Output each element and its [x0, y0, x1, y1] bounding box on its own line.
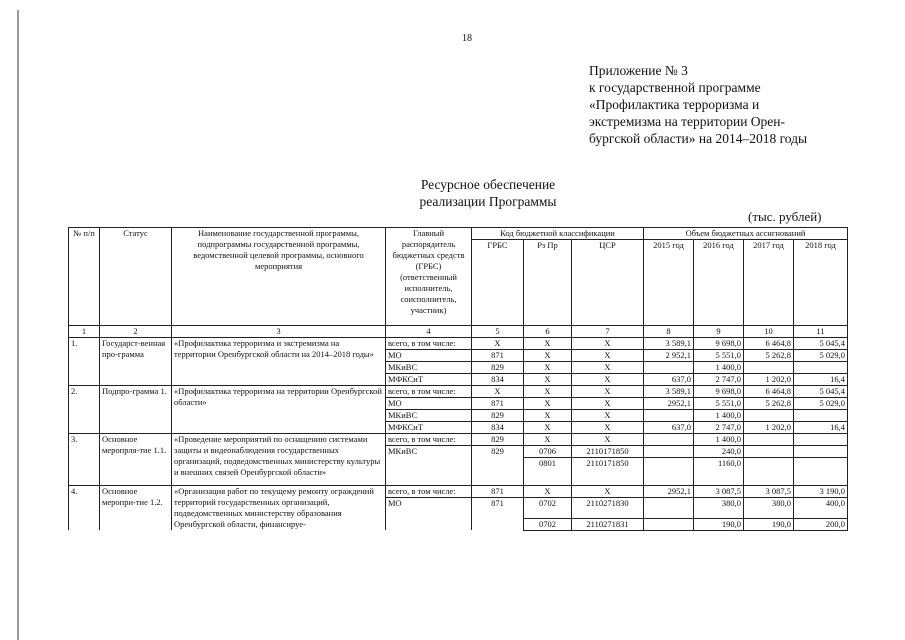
value-2015: [644, 362, 694, 374]
row-name: «Профилактика терроризма на территории Оренбургской области»: [172, 386, 386, 434]
grbs-cell: всего, в том числе:: [386, 486, 472, 498]
value-2018: 16,4: [794, 422, 848, 434]
title-line: реализации Программы: [419, 194, 557, 209]
grbs-code-cell: 871: [472, 350, 524, 362]
csr-cell: Х: [572, 386, 644, 398]
rzpr-cell: Х: [524, 362, 572, 374]
csr-cell: Х: [572, 398, 644, 410]
rzpr-cell: Х: [524, 398, 572, 410]
csr-cell: Х: [572, 338, 644, 350]
value-2016: 1 400,0: [694, 410, 744, 422]
value-2017: [744, 446, 794, 458]
grbs-code-cell: 829: [472, 434, 524, 446]
value-2017: 6 464,8: [744, 338, 794, 350]
value-2016: 1 400,0: [694, 434, 744, 446]
scan-edge-line: [17, 10, 19, 640]
row-name: «Профилактика терроризма и экстремизма на территории Оренбургской области на 2014–2018 годы»: [172, 338, 386, 386]
rzpr-cell: 0702: [524, 498, 572, 519]
value-2017: 5 262,8: [744, 398, 794, 410]
grbs-cell: всего, в том числе:: [386, 338, 472, 350]
grbs-code-cell: 829: [472, 410, 524, 422]
value-2016: 9 698,0: [694, 338, 744, 350]
csr-cell: Х: [572, 422, 644, 434]
csr-cell: Х: [572, 362, 644, 374]
grbs-cell: МО: [386, 398, 472, 410]
value-2018: 400,0: [794, 498, 848, 519]
rzpr-cell: 0706: [524, 446, 572, 458]
value-2015: [644, 434, 694, 446]
row-num: 4.: [69, 486, 100, 531]
value-2015: [644, 498, 694, 519]
csr-cell: 2110271831: [572, 518, 644, 530]
header-2018: 2018 год: [794, 240, 848, 326]
value-2018: 3 190,0: [794, 486, 848, 498]
value-2017: [744, 458, 794, 486]
value-2015: [644, 410, 694, 422]
value-2017: 3 087,5: [744, 486, 794, 498]
value-2016: 5 551,0: [694, 398, 744, 410]
value-2018: 200,0: [794, 518, 848, 530]
csr-cell: Х: [572, 350, 644, 362]
header-rzpr: Рз Пр: [524, 240, 572, 326]
csr-cell: 2110271830: [572, 498, 644, 519]
value-2016: 2 747,0: [694, 374, 744, 386]
appendix-line: к государственной программе: [589, 80, 761, 95]
title-line: Ресурсное обеспечение: [420, 177, 556, 192]
grbs-code-cell: 834: [472, 374, 524, 386]
grbs-cell: МФКСиТ: [386, 374, 472, 386]
row-num: 3.: [69, 434, 100, 486]
grbs-code-cell: 871: [472, 398, 524, 410]
grbs-code-cell: Х: [472, 386, 524, 398]
header-num: № п/п: [69, 228, 100, 326]
grbs-cell: МО: [386, 350, 472, 362]
value-2018: 5 029,0: [794, 398, 848, 410]
col-number: 5: [472, 326, 524, 338]
rzpr-cell: Х: [524, 374, 572, 386]
col-number: 6: [524, 326, 572, 338]
grbs-code-cell: 834: [472, 422, 524, 434]
grbs-cell: всего, в том числе:: [386, 386, 472, 398]
value-2015: [644, 518, 694, 530]
grbs-cell: МКиВС: [386, 446, 472, 486]
header-2015: 2015 год: [644, 240, 694, 326]
col-number: 11: [794, 326, 848, 338]
value-2017: 1 202,0: [744, 422, 794, 434]
row-num: 2.: [69, 386, 100, 434]
grbs-code-cell: 829: [472, 362, 524, 374]
grbs-cell: МФКСиТ: [386, 422, 472, 434]
grbs-cell: всего, в том числе:: [386, 434, 472, 446]
row-name: «Организация работ по текущему ремонту ограждений территорий государственных организаций, подведомственных министерству образования Оренбургской области, финансируе-: [172, 486, 386, 531]
value-2017: 1 202,0: [744, 374, 794, 386]
appendix-line: «Профилактика терроризма и: [589, 97, 760, 112]
grbs-code-cell: 871: [472, 486, 524, 498]
value-2016: 1 400,0: [694, 362, 744, 374]
appendix-line: бургской области» на 2014–2018 годы: [589, 131, 808, 146]
value-2017: 5 262,8: [744, 350, 794, 362]
header-volume-group: Объем бюджетных ассигнований: [644, 228, 848, 240]
units-label: (тыс. рублей): [748, 209, 822, 224]
header-code-group: Код бюджетной классификации: [472, 228, 644, 240]
col-number: 9: [694, 326, 744, 338]
value-2017: [744, 410, 794, 422]
header-2016: 2016 год: [694, 240, 744, 326]
value-2015: 2952,1: [644, 398, 694, 410]
value-2015: 2 952,1: [644, 350, 694, 362]
value-2016: 2 747,0: [694, 422, 744, 434]
row-status: Подпро-грамма 1.: [100, 386, 172, 434]
header-status: Статус: [100, 228, 172, 326]
row-name: «Проведение мероприятий по оснащению системами защиты и видеонаблюдения государственных организаций, подведомственных министерству культуры и внешних связей Оренбургской области»: [172, 434, 386, 486]
row-status: Государст-венная про-грамма: [100, 338, 172, 386]
rzpr-cell: Х: [524, 486, 572, 498]
csr-cell: 2110171850: [572, 458, 644, 486]
value-2018: 5 029,0: [794, 350, 848, 362]
header-grbs: Главный распорядитель бюджетных средств (ГРБС) (ответственный исполнитель, соисполнитель, участник): [386, 228, 472, 326]
grbs-code-cell: 871: [472, 498, 524, 531]
header-2017: 2017 год: [744, 240, 794, 326]
csr-cell: Х: [572, 374, 644, 386]
row-status: Основное меропри-тие 1.2.: [100, 486, 172, 531]
csr-cell: Х: [572, 434, 644, 446]
rzpr-cell: 0801: [524, 458, 572, 486]
col-number: 7: [572, 326, 644, 338]
value-2016: 9 698,0: [694, 386, 744, 398]
col-number: 1: [69, 326, 100, 338]
appendix-line: Приложение № 3: [589, 63, 688, 78]
value-2015: 3 589,1: [644, 338, 694, 350]
value-2018: [794, 446, 848, 458]
col-number: 2: [100, 326, 172, 338]
csr-cell: 2110171850: [572, 446, 644, 458]
rzpr-cell: Х: [524, 386, 572, 398]
value-2015: [644, 458, 694, 486]
value-2015: 637,0: [644, 374, 694, 386]
appendix-heading: [589, 62, 807, 147]
value-2016: 190,0: [694, 518, 744, 530]
rzpr-cell: Х: [524, 422, 572, 434]
value-2017: 380,0: [744, 498, 794, 519]
value-2017: 190,0: [744, 518, 794, 530]
value-2015: [644, 446, 694, 458]
rzpr-cell: Х: [524, 434, 572, 446]
row-status: Основное меропрля-тие 1.1.: [100, 434, 172, 486]
csr-cell: Х: [572, 410, 644, 422]
value-2018: 5 045,4: [794, 386, 848, 398]
col-number: 4: [386, 326, 472, 338]
grbs-code-cell: Х: [472, 338, 524, 350]
value-2017: [744, 362, 794, 374]
value-2017: [744, 434, 794, 446]
row-num: 1.: [69, 338, 100, 386]
value-2016: 380,0: [694, 498, 744, 519]
value-2016: 3 087,5: [694, 486, 744, 498]
col-number: 10: [744, 326, 794, 338]
header-name: Наименование государственной программы, подпрограммы государственной программы, ведомственной целевой программы, основного мероприятия: [172, 228, 386, 326]
value-2015: 3 589,1: [644, 386, 694, 398]
grbs-cell: МКиВС: [386, 410, 472, 422]
col-number: 3: [172, 326, 386, 338]
value-2018: 5 045,4: [794, 338, 848, 350]
rzpr-cell: Х: [524, 350, 572, 362]
value-2016: 240,0: [694, 446, 744, 458]
value-2016: 1160,0: [694, 458, 744, 486]
grbs-cell: МКиВС: [386, 362, 472, 374]
appendix-line: экстремизма на территории Орен-: [589, 114, 786, 129]
value-2018: [794, 434, 848, 446]
value-2015: 637,0: [644, 422, 694, 434]
value-2018: [794, 410, 848, 422]
page-number: 18: [462, 33, 472, 44]
value-2016: 5 551,0: [694, 350, 744, 362]
resource-table: [68, 227, 848, 531]
csr-cell: Х: [572, 486, 644, 498]
rzpr-cell: 0702: [524, 518, 572, 530]
value-2018: [794, 458, 848, 486]
grbs-code-cell: 829: [472, 446, 524, 486]
value-2018: [794, 362, 848, 374]
document-title: [413, 176, 563, 210]
value-2015: 2952,1: [644, 486, 694, 498]
value-2017: 6 464,8: [744, 386, 794, 398]
rzpr-cell: Х: [524, 410, 572, 422]
grbs-cell: МО: [386, 498, 472, 531]
header-csr: ЦСР: [572, 240, 644, 326]
value-2018: 16,4: [794, 374, 848, 386]
col-number: 8: [644, 326, 694, 338]
rzpr-cell: Х: [524, 338, 572, 350]
header-grbs-code: ГРБС: [472, 240, 524, 326]
